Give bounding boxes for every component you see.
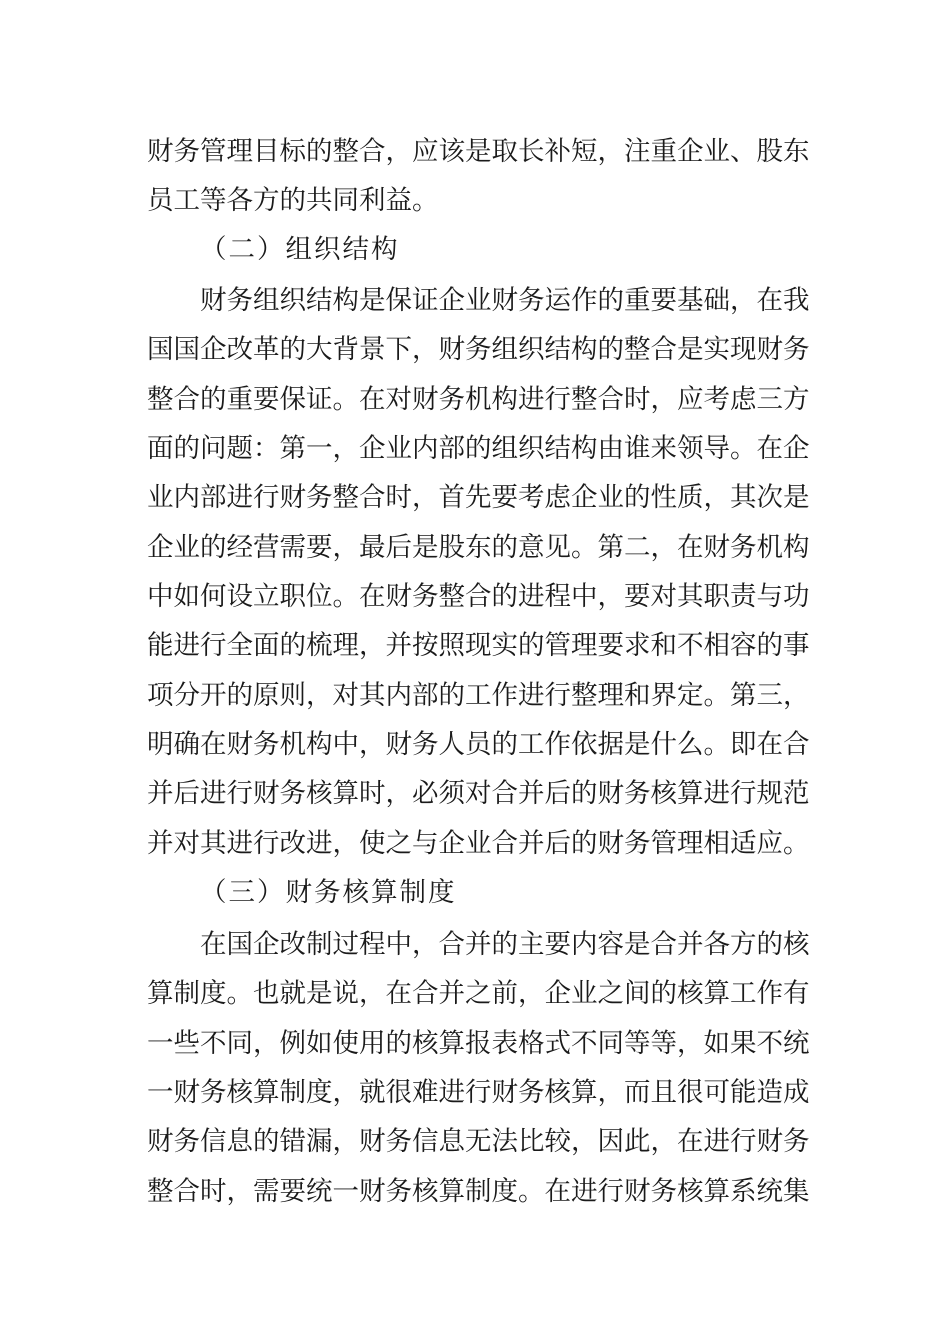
paragraph-line: 并对其进行改进，使之与企业合并后的财务管理相适应。 [147,828,810,859]
paragraph-line: 整合时，需要统一财务核算制度。在进行财务核算系统集 [147,1176,810,1207]
section-heading: （三）财务核算制度 [200,877,457,908]
paragraph-line: 财务组织结构是保证企业财务运作的重要基础，在我 [200,285,810,316]
paragraph-line: 中如何设立职位。在财务整合的进程中，要对其职责与功 [147,581,810,612]
paragraph-line: 能进行全面的梳理，并按照现实的管理要求和不相容的事 [147,630,810,661]
section-heading: （二）组织结构 [200,234,400,265]
paragraph-line: 项分开的原则，对其内部的工作进行整理和界定。第三， [147,680,810,711]
paragraph-line: 财务信息的错漏，财务信息无法比较，因此，在进行财务 [147,1126,810,1157]
paragraph-line: 一些不同，例如使用的核算报表格式不同等等，如果不统 [147,1028,810,1059]
paragraph-line: 员工等各方的共同利益。 [147,185,439,216]
paragraph-line: 企业的经营需要，最后是股东的意见。第二，在财务机构 [147,532,810,563]
paragraph-line: 财务管理目标的整合，应该是取长补短，注重企业、股东 [147,136,810,167]
paragraph-line: 明确在财务机构中，财务人员的工作依据是什么。即在合 [147,729,810,760]
paragraph-line: 国国企改革的大背景下，财务组织结构的整合是实现财务 [147,334,810,365]
paragraph-line: 算制度。也就是说，在合并之前，企业之间的核算工作有 [147,978,810,1009]
paragraph-line: 面的问题：第一，企业内部的组织结构由谁来领导。在企 [147,433,810,464]
paragraph-line: 整合的重要保证。在对财务机构进行整合时，应考虑三方 [147,384,810,415]
paragraph-line: 在国企改制过程中，合并的主要内容是合并各方的核 [200,929,810,960]
paragraph-line: 业内部进行财务整合时，首先要考虑企业的性质，其次是 [147,482,810,513]
paragraph-line: 一财务核算制度，就很难进行财务核算，而且很可能造成 [147,1077,810,1108]
paragraph-line: 并后进行财务核算时，必须对合并后的财务核算进行规范 [147,778,810,809]
